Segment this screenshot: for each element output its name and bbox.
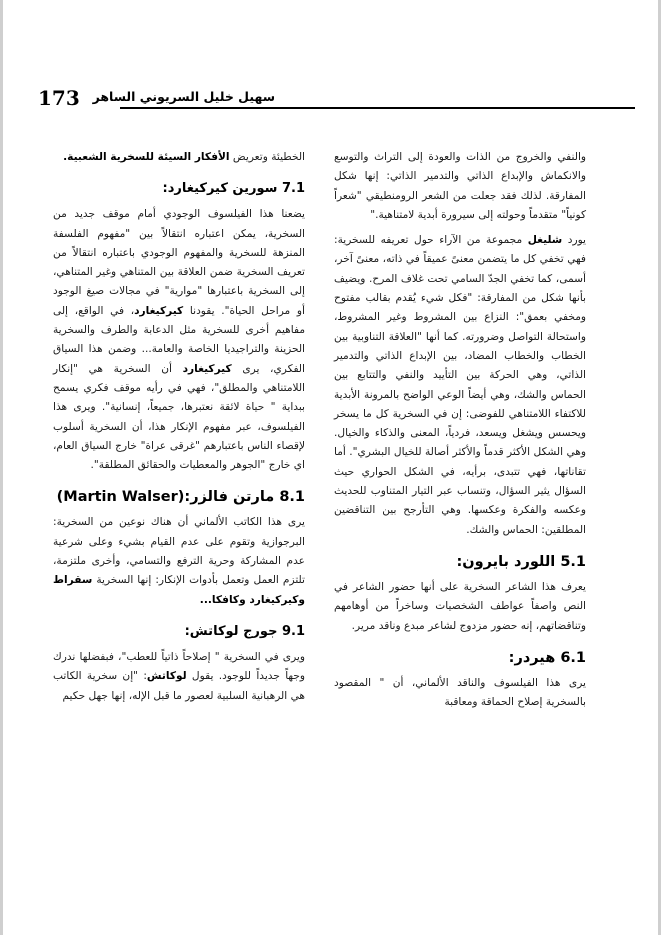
- page-edge-left: [0, 0, 3, 935]
- section-heading: 8.1 مارتن فالزر:(Martin Walser): [56, 489, 305, 506]
- author-name: كيركيغارد: [182, 362, 232, 375]
- left-column: [53, 148, 305, 712]
- paragraph: [53, 513, 305, 609]
- text-run: أن السخرية هي "إنكار اللامتناهي والمطلق"، فهي في رأيه موقف فكري يسمح ببداية " حياة لائقة نعتبرها، جميعاً، إنسانية". ويرى هذا الفيلسوف، عبر مفهوم الإنكار هذا، أن السخرية أسلوب لإقصاء الناس باعتبارهم "غرقى عراة" خارج السياق العام، اي خارج "الجوهر والمعطيات والحقائق المطلقة".: [53, 362, 305, 472]
- paragraph: والنفي والخروج من الذات والعودة إلى التراث والتوسع والانكماش والإبداع الذاتي والتدمير الذاتي: إنها شكل المفارقة. لذلك فقد جعلت من الشعر الرومنطيقي "شعراً كونياً" متقدماً وحولته إلى سيرورة أبدية لامتناهية.": [334, 151, 586, 221]
- right-column: [334, 148, 586, 718]
- text-run: ويرى في السخرية " إصلاحاً ذاتياً للعطب"، فبفضلها ندرك وجهاً جديداً للوجود. يقول: [53, 650, 305, 683]
- header-rule: [120, 107, 635, 109]
- author-name: لوكاتش: [146, 670, 187, 683]
- text-run: يرى هذا الكاتب الألماني أن هناك نوعين من السخرية: البرجوازية وتقوم على عدم القيام بشيء وعلى شرعية عدم المشاركة وحرية الترفع والتسامي، وأخرى ملتزمة، تلتزم العمل وتعمل بأدوات الإنكار: إنها السخرية: [53, 516, 305, 587]
- text-run: : "إن سخرية الكاتب هي الرهبانية السلبية لعصور ما قبل الإله، إنها جهل حكيم: [53, 670, 305, 702]
- running-head: سهيل خليل السريوني الساهر: [92, 89, 275, 104]
- paragraph: يرى هذا الفيلسوف والناقد الألماني، أن " المقصود بالسخرية إصلاح الحماقة ومعاقبة: [334, 676, 586, 709]
- paragraph: يعرف هذا الشاعر السخرية على أنها حضور الشاعر في النص واصفاً عواطف الشخصيات وساخراً من أوهامهم وتناقضاتهم، إنه حضور مزدوج لشاعر مبدع وناقد مرير.: [334, 580, 586, 632]
- author-name: كيركيغارد: [134, 304, 184, 317]
- section-heading: 9.1 جورج لوكاتش:: [184, 623, 305, 639]
- section-heading: 7.1 سورين كيركيغارد:: [162, 181, 305, 197]
- bold-phrase: سقراط وكيركيغارد وكافكا...: [53, 574, 305, 606]
- text-run: يورد: [562, 234, 586, 247]
- page-header: [30, 86, 635, 112]
- bold-phrase: الأفكار السيئة للسخرية الشعبية.: [63, 151, 230, 163]
- paragraph: [53, 648, 305, 706]
- paragraph: [53, 148, 305, 167]
- text-run: يضعنا هذا الفيلسوف الوجودي أمام موقف جديد من السخرية، يمكن اعتباره انتقالاً بين "مفهوم الفلسفة المنزهة للسخرية والمفهوم الوجودي باعتباره انتقالاً من تعريف السخرية ضمن العلاقة بين المتناهي وغير المتناهي، إلى السخرية باعتبارها "موارية" في مجالات صيغ الوجود أو مراحل الحياة". يقودنا: [53, 208, 305, 317]
- text-run: ، في الواقع، إلى مفاهيم أخرى للسخرية مثل الدعابة والطرف والسخرية الحزينة والتراجيديا الخاصة والعامة... وضمن هذا السياق الفكري، يرى: [53, 304, 305, 375]
- text-run: مجموعة من الآراء حول تعريفه للسخرية: فهي تخفي كل ما يتضمن معنىً عميقاً في ذاته، معنىً آخر، أسمى، كما تخفي الجدّ السامي تحت غلاف المرح. ويضيف بأنها شكل من المفارقة: "فكل شيء يُقدم بقالب مفتوح ومخفي بعمق": النزاع بين المشروط وغير المشروط، واستحالة التواصل وضرورته. كما أنها "العلاقة التناوبية بين الخطاب والخطاب المضاد، بين الإبداع الذاتي والتدمير الذاتي، وهي الحركة بين التأييد والنفي والتتابع بين الحماس والشك، وهي أيضاً الوعي الواضح بالمرونة الأبدية للاكتفاء اللامتناهي للفوضى: إن في السخرية كل ما يسخر ويحسس ويشغل ويسعد، فردياً، المعنى والذكاء والخيال. وهي الشكل الأكثر قدماً والأكثر أصالة للخيال البشري". أما تقاناتها، فهي تتبدى، برأيه، في الشكل الحواري حيث السؤال يثير السؤال، وتنساب عبر التيار المتناوب للحديث وعكسه والفكرة وعكسها. وهي التأرجح بين التناقضين المطلقين: الحماس والشك.: [334, 234, 586, 536]
- paragraph: [334, 231, 586, 540]
- section-heading: 6.1 هيردر:: [508, 649, 586, 666]
- section-heading: 5.1 اللورد بايرون:: [456, 553, 586, 570]
- text-run: الخطيئة وتعريض: [229, 151, 305, 163]
- author-name: شليغل: [527, 234, 563, 247]
- paragraph: [53, 205, 305, 475]
- page-number: 173: [38, 86, 80, 110]
